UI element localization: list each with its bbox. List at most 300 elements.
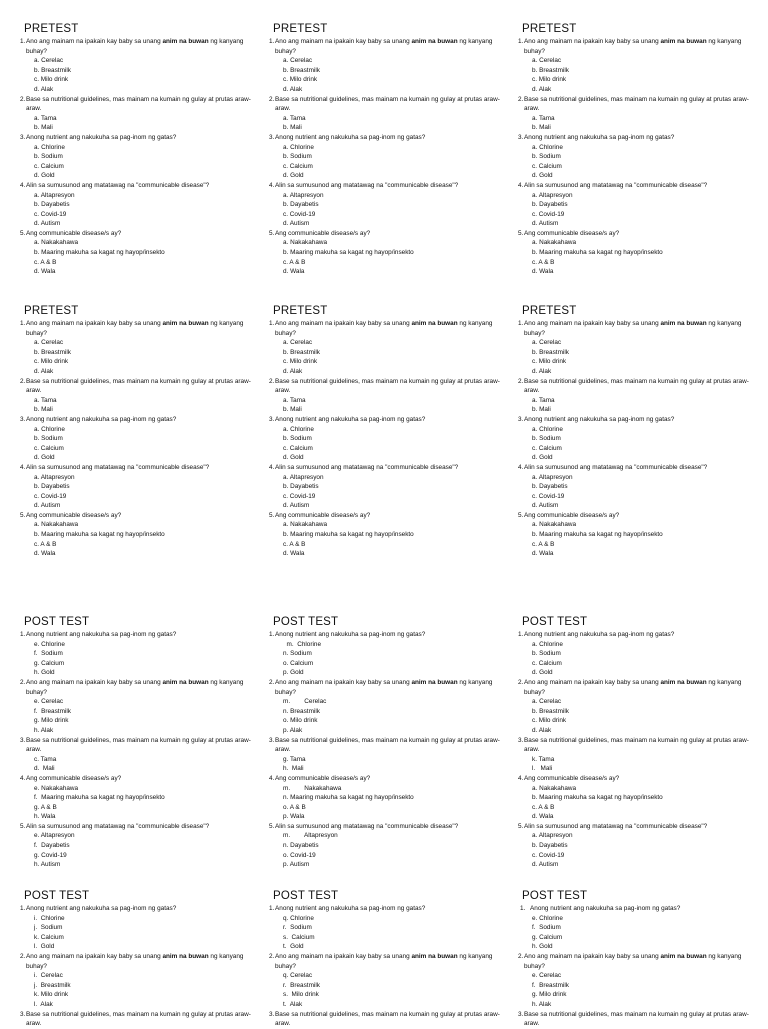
- question-text: [26, 377, 255, 396]
- question: [20, 736, 255, 774]
- answer-option: m. Cerelac: [283, 698, 327, 706]
- question-number: 4.: [269, 181, 275, 189]
- answer-option: o. A & B: [283, 803, 306, 811]
- question-text: [524, 133, 753, 143]
- question-number: 4.: [518, 774, 524, 782]
- question-number: 1.: [20, 38, 26, 45]
- question-text-part: Ano ang mainam na ipakain kay baby sa unang: [275, 678, 412, 686]
- question-text: [26, 319, 255, 338]
- question: [269, 415, 504, 463]
- answer-option: a. Tama: [34, 396, 57, 404]
- answer-option: t. Alak: [283, 1000, 303, 1008]
- question: [518, 511, 753, 559]
- question: [518, 736, 753, 774]
- answer-option: d. Autism: [34, 502, 61, 510]
- answer-option: d. Wala: [34, 268, 56, 276]
- answer-option: p. Autism: [283, 861, 310, 869]
- answer-option: p. Wala: [283, 813, 305, 821]
- answer-option: h. Mali: [283, 765, 304, 773]
- answer-option: a. Altapresyon: [532, 832, 573, 840]
- answer-option: a. Chlorine: [34, 425, 65, 433]
- test-block: [269, 304, 504, 559]
- answer-option: b. Mali: [532, 124, 551, 132]
- question-text: [26, 463, 255, 473]
- question-text: [524, 377, 753, 396]
- test-title: PRETEST: [24, 305, 79, 317]
- question-emphasis: anim na buwan: [660, 38, 707, 45]
- test-block: [269, 889, 504, 1029]
- question-text-part: Ano ang mainam na ipakain kay baby sa unang: [524, 678, 661, 686]
- question-number: 4.: [20, 774, 26, 782]
- answer-option: g. Milo drink: [34, 717, 69, 725]
- question-number: 4.: [20, 463, 26, 471]
- answer-option: o. Covid-19: [283, 851, 316, 859]
- question-text: [26, 133, 255, 143]
- question-text-part: ng kanyang buhay?: [26, 38, 244, 55]
- question-text: [275, 415, 504, 425]
- question-text-part: Anong nutrient ang nakukuha sa pag-inom ng gatas?: [26, 631, 177, 638]
- answer-option: k. Calcium: [34, 933, 64, 941]
- question-text: [524, 774, 753, 784]
- question-text-part: ng kanyang buhay?: [524, 678, 742, 696]
- question-text-part: Ang communicable disease/s ay?: [275, 774, 371, 782]
- question: [20, 229, 255, 277]
- answer-option: b. Sodium: [34, 153, 63, 161]
- question-emphasis: anim na buwan: [162, 38, 209, 45]
- answer-option: c. Milo drink: [283, 358, 318, 366]
- answer-option: b. Dayabetis: [532, 201, 568, 209]
- question-number: 4.: [518, 181, 524, 189]
- question-text: [26, 904, 255, 914]
- answer-option: c. Covid-19: [283, 492, 316, 500]
- answer-option: g. Calcium: [532, 933, 563, 941]
- test-block: [269, 615, 504, 870]
- answer-option: c. Covid-19: [34, 210, 67, 218]
- question: [20, 822, 255, 870]
- answer-option: d. Gold: [283, 172, 304, 180]
- question-text: [524, 952, 753, 971]
- question: [20, 319, 255, 377]
- question-text-part: Anong nutrient ang nakukuha sa pag-inom ng gatas?: [530, 905, 681, 912]
- answer-option: h. Autism: [34, 861, 61, 869]
- test-title: PRETEST: [522, 305, 577, 317]
- answer-option: c. Calcium: [532, 162, 562, 170]
- answer-option: b. Sodium: [532, 650, 561, 658]
- answer-option: a. Tama: [532, 114, 555, 122]
- question-number: 3.: [269, 415, 275, 423]
- answer-option: d. Autism: [283, 220, 310, 228]
- answer-option: a. Nakakahawa: [283, 239, 328, 247]
- question-emphasis: anim na buwan: [660, 320, 707, 327]
- question-text: [275, 904, 504, 914]
- answer-option: a. Chlorine: [532, 425, 563, 433]
- answer-option: m. Altapresyon: [283, 832, 338, 840]
- answer-option: d. Gold: [34, 172, 55, 180]
- question: [20, 904, 255, 952]
- question-text: [524, 1010, 753, 1029]
- answer-option: c. Covid-19: [532, 492, 565, 500]
- question-number: 4.: [518, 463, 524, 471]
- answer-option: g. Covid-19: [34, 851, 67, 859]
- question: [269, 736, 504, 774]
- answer-option: a. Nakakahawa: [283, 521, 328, 529]
- answer-option: a. Nakakahawa: [532, 239, 577, 247]
- answer-option: b. Sodium: [34, 435, 63, 443]
- question-text-part: Ano ang mainam na ipakain kay baby sa unang: [26, 952, 163, 960]
- answer-option: d. Gold: [532, 454, 553, 462]
- question: [518, 904, 753, 952]
- question: [269, 511, 504, 559]
- answer-option: e. Chlorine: [532, 914, 563, 922]
- question-text-part: Ano ang mainam na ipakain kay baby sa unang: [26, 678, 163, 686]
- question-number: 1.: [269, 320, 275, 327]
- answer-option: d. Wala: [532, 268, 554, 276]
- question: [20, 181, 255, 229]
- question-text: [275, 774, 504, 784]
- answer-option: g. Tama: [283, 755, 306, 763]
- question-number: 3.: [269, 1010, 275, 1018]
- answer-option: m. Nakakahawa: [283, 784, 342, 792]
- answer-option: a. Altapresyon: [34, 473, 75, 481]
- question-text: [275, 319, 504, 338]
- question-text: [524, 904, 753, 914]
- question-text: [275, 133, 504, 143]
- question-number: 3.: [20, 736, 26, 744]
- question-text-part: Anong nutrient ang nakukuha sa pag-inom ng gatas?: [275, 905, 426, 912]
- question-number: 3.: [518, 736, 524, 744]
- question-number: 1.: [518, 320, 524, 327]
- question: [20, 95, 255, 133]
- answer-option: a. Chlorine: [283, 143, 314, 151]
- answer-option: a. Tama: [34, 114, 57, 122]
- answer-option: c. Covid-19: [34, 492, 67, 500]
- question-number: 2.: [518, 95, 524, 103]
- question-text-part: Ano ang mainam na ipakain kay baby sa unang: [524, 320, 661, 327]
- answer-option: c. Calcium: [34, 162, 64, 170]
- answer-option: j. Breastmilk: [34, 981, 71, 989]
- answer-option: b. Dayabetis: [34, 483, 70, 491]
- question: [518, 774, 753, 822]
- question: [518, 229, 753, 277]
- test-block: [518, 304, 753, 559]
- answer-option: l. Alak: [34, 1000, 53, 1008]
- question-number: 3.: [269, 133, 275, 141]
- answer-option: e. Cerelac: [34, 698, 64, 706]
- question-text-part: Ano ang mainam na ipakain kay baby sa unang: [26, 320, 163, 327]
- answer-option: c. A & B: [283, 258, 306, 266]
- question-text: [26, 95, 255, 114]
- question-text-part: ng kanyang buhay?: [26, 678, 244, 696]
- answer-option: b. Sodium: [283, 435, 312, 443]
- answer-option: b. Maaring makuha sa kagat ng hayop/insekto: [34, 531, 165, 539]
- answer-option: d. Alak: [532, 85, 552, 93]
- question-number: 5.: [269, 229, 275, 237]
- question-text: [524, 229, 753, 239]
- answer-option: b. Sodium: [532, 153, 561, 161]
- answer-option: c. A & B: [34, 258, 57, 266]
- answer-option: a. Nakakahawa: [34, 239, 79, 247]
- question-text: [524, 822, 753, 832]
- answer-option: a. Altapresyon: [532, 473, 573, 481]
- answer-option: d. Wala: [34, 550, 56, 558]
- question-number: 4.: [269, 463, 275, 471]
- question-text-part: ng kanyang buhay?: [524, 320, 742, 337]
- question-number: 3.: [518, 133, 524, 141]
- answer-option: f. Sodium: [34, 650, 63, 658]
- answer-option: n. Maaring makuha sa kagat ng hayop/insekto: [283, 794, 414, 802]
- answer-option: a. Nakakahawa: [532, 521, 577, 529]
- question: [518, 678, 753, 736]
- answer-option: d. Autism: [532, 861, 559, 869]
- question-number: 3.: [518, 1010, 524, 1018]
- answer-option: c. A & B: [34, 540, 57, 548]
- question: [20, 37, 255, 95]
- question-text-part: Base sa nutritional guidelines, mas mainam na kumain ng gulay at prutas araw-araw.: [275, 736, 500, 754]
- question-text-part: Base sa nutritional guidelines, mas mainam na kumain ng gulay at prutas araw-araw.: [275, 1010, 500, 1028]
- answer-option: j. Sodium: [34, 924, 63, 932]
- question-number: 5.: [20, 511, 26, 519]
- question-text-part: Anong nutrient ang nakukuha sa pag-inom ng gatas?: [26, 133, 177, 141]
- test-block: [269, 22, 504, 277]
- answer-option: b. Mali: [532, 406, 551, 414]
- question-text-part: Anong nutrient ang nakukuha sa pag-inom ng gatas?: [26, 415, 177, 423]
- answer-option: a. Cerelac: [283, 57, 313, 65]
- answer-option: f. Sodium: [532, 924, 561, 932]
- answer-option: a. Cerelac: [283, 339, 313, 347]
- question-text: [275, 736, 504, 755]
- question: [518, 1010, 753, 1029]
- question: [269, 822, 504, 870]
- answer-option: h. Alak: [532, 1000, 552, 1008]
- question-text: [524, 95, 753, 114]
- question-text: [275, 511, 504, 521]
- question-text: [275, 1010, 504, 1029]
- answer-option: q. Chlorine: [283, 914, 314, 922]
- question: [20, 1010, 255, 1029]
- answer-option: n. Sodium: [283, 650, 312, 658]
- question-text-part: Base sa nutritional guidelines, mas mainam na kumain ng gulay at prutas araw-araw.: [26, 736, 251, 754]
- question-text: [524, 463, 753, 473]
- question-text: [26, 774, 255, 784]
- question-text-part: Base sa nutritional guidelines, mas mainam na kumain ng gulay at prutas araw-araw.: [524, 1010, 749, 1028]
- question-number: 2.: [20, 952, 26, 960]
- answer-option: d. Alak: [532, 367, 552, 375]
- answer-option: a. Chlorine: [532, 143, 563, 151]
- question-text: [275, 678, 504, 697]
- question: [20, 133, 255, 181]
- question-emphasis: anim na buwan: [660, 678, 707, 686]
- question: [518, 463, 753, 511]
- question-text-part: Ang communicable disease/s ay?: [26, 229, 122, 237]
- answer-option: g. Calcium: [34, 659, 65, 667]
- answer-option: k. Tama: [532, 755, 555, 763]
- answer-option: b. Mali: [34, 124, 53, 132]
- question-text: [26, 415, 255, 425]
- question-number: 2.: [20, 377, 26, 385]
- question-text-part: Alin sa sumusunod ang matatawag na "communicable disease"?: [26, 822, 210, 830]
- question: [518, 133, 753, 181]
- question-text-part: Alin sa sumusunod ang matatawag na "communicable disease"?: [275, 463, 459, 471]
- answer-option: g. A & B: [34, 803, 57, 811]
- question-number: 1.: [518, 38, 524, 45]
- question: [518, 95, 753, 133]
- test-block: [20, 22, 255, 277]
- question: [269, 133, 504, 181]
- answer-option: g. Milo drink: [532, 991, 567, 999]
- question-emphasis: anim na buwan: [411, 320, 458, 327]
- question-number: 4.: [20, 181, 26, 189]
- test-title: POST TEST: [273, 890, 339, 902]
- answer-option: b. Mali: [283, 406, 302, 414]
- test-block: [518, 615, 753, 870]
- answer-option: f. Breastmilk: [34, 707, 71, 715]
- question-text-part: ng kanyang buhay?: [275, 952, 493, 970]
- question-number: 1.: [269, 905, 275, 912]
- question-number: 2.: [269, 952, 275, 960]
- question-emphasis: anim na buwan: [162, 320, 209, 327]
- question: [269, 377, 504, 415]
- question-number: 2.: [518, 377, 524, 385]
- answer-option: c. Calcium: [283, 444, 313, 452]
- answer-option: a. Cerelac: [532, 57, 562, 65]
- question-text: [524, 181, 753, 191]
- test-title: POST TEST: [24, 616, 90, 628]
- question-text: [524, 678, 753, 697]
- answer-option: a. Tama: [283, 114, 306, 122]
- answer-option: a. Cerelac: [532, 339, 562, 347]
- question-number: 2.: [20, 678, 26, 686]
- answer-option: d. Alak: [34, 85, 54, 93]
- answer-option: d. Gold: [532, 669, 553, 677]
- question-text-part: Base sa nutritional guidelines, mas mainam na kumain ng gulay at prutas araw-araw.: [26, 377, 251, 395]
- test-title: POST TEST: [522, 890, 588, 902]
- question-text: [275, 181, 504, 191]
- question-text: [26, 630, 255, 640]
- answer-option: c. A & B: [532, 803, 555, 811]
- answer-option: d. Autism: [34, 220, 61, 228]
- question: [518, 319, 753, 377]
- answer-option: b. Maaring makuha sa kagat ng hayop/insekto: [34, 249, 165, 257]
- question-text-part: Alin sa sumusunod ang matatawag na "communicable disease"?: [275, 822, 459, 830]
- answer-option: a. Altapresyon: [283, 473, 324, 481]
- answer-option: a. Altapresyon: [532, 191, 573, 199]
- answer-option: s. Milo drink: [283, 991, 319, 999]
- question-number: 5.: [269, 511, 275, 519]
- answer-option: d. Wala: [283, 268, 305, 276]
- question-number: 5.: [518, 511, 524, 519]
- answer-option: c. Calcium: [283, 162, 313, 170]
- answer-option: b. Mali: [34, 406, 53, 414]
- answer-option: d. Wala: [283, 550, 305, 558]
- question-text: [275, 822, 504, 832]
- answer-option: b. Dayabetis: [532, 842, 568, 850]
- question-text-part: ng kanyang buhay?: [275, 678, 493, 696]
- question-text: [26, 736, 255, 755]
- answer-option: a. Cerelac: [34, 339, 64, 347]
- question-emphasis: anim na buwan: [411, 678, 458, 686]
- question-text-part: Anong nutrient ang nakukuha sa pag-inom ng gatas?: [275, 415, 426, 423]
- answer-option: q. Cerelac: [283, 972, 313, 980]
- answer-option: b. Breastmilk: [283, 348, 320, 356]
- question-text-part: Base sa nutritional guidelines, mas mainam na kumain ng gulay at prutas araw-araw.: [275, 377, 500, 395]
- question: [518, 377, 753, 415]
- question-text-part: Base sa nutritional guidelines, mas mainam na kumain ng gulay at prutas araw-araw.: [26, 1010, 251, 1028]
- answer-option: b. Sodium: [532, 435, 561, 443]
- question: [269, 904, 504, 952]
- question-number: 5.: [269, 822, 275, 830]
- question-text: [524, 511, 753, 521]
- question-emphasis: anim na buwan: [162, 678, 209, 686]
- question-number: 5.: [518, 822, 524, 830]
- question-text: [26, 1010, 255, 1029]
- answer-option: e. Altapresyon: [34, 832, 75, 840]
- question: [20, 415, 255, 463]
- answer-option: b. Breastmilk: [34, 348, 71, 356]
- answer-option: n. Dayabetis: [283, 842, 319, 850]
- question-text-part: ng kanyang buhay?: [26, 320, 244, 337]
- question-emphasis: anim na buwan: [162, 952, 209, 960]
- answer-option: r. Sodium: [283, 924, 312, 932]
- answer-option: c. Calcium: [34, 444, 64, 452]
- answer-option: e. Cerelac: [532, 972, 562, 980]
- question: [269, 678, 504, 736]
- answer-option: m. Chlorine: [283, 640, 322, 648]
- question-text: [275, 95, 504, 114]
- question-text-part: Base sa nutritional guidelines, mas mainam na kumain ng gulay at prutas araw-araw.: [524, 736, 749, 754]
- question-number: 1.: [269, 38, 275, 45]
- question-number: 5.: [20, 229, 26, 237]
- question-text: [524, 630, 753, 640]
- question-text: [524, 736, 753, 755]
- question-number: 2.: [20, 95, 26, 103]
- answer-option: h. Gold: [532, 943, 553, 951]
- question-text: [275, 37, 504, 56]
- answer-option: h. Gold: [34, 669, 55, 677]
- question-text: [26, 678, 255, 697]
- test-title: PRETEST: [273, 305, 328, 317]
- answer-option: f. Breastmilk: [532, 981, 569, 989]
- answer-option: d. Alak: [283, 85, 303, 93]
- answer-option: a. Chlorine: [34, 143, 65, 151]
- question-number: 3.: [20, 415, 26, 423]
- question-text-part: Anong nutrient ang nakukuha sa pag-inom ng gatas?: [524, 415, 675, 423]
- question-text-part: Alin sa sumusunod ang matatawag na "communicable disease"?: [524, 181, 708, 189]
- answer-option: a. Chlorine: [532, 640, 563, 648]
- question: [269, 952, 504, 1010]
- question-text: [26, 181, 255, 191]
- answer-option: b. Maaring makuha sa kagat ng hayop/insekto: [532, 249, 663, 257]
- answer-option: d. Gold: [532, 172, 553, 180]
- answer-option: b. Breastmilk: [532, 707, 569, 715]
- question-text-part: Anong nutrient ang nakukuha sa pag-inom ng gatas?: [275, 133, 426, 141]
- question-text: [524, 415, 753, 425]
- question: [20, 678, 255, 736]
- question-text: [275, 377, 504, 396]
- answer-option: a. Nakakahawa: [532, 784, 577, 792]
- question: [269, 319, 504, 377]
- question: [269, 181, 504, 229]
- answer-option: a. Altapresyon: [283, 191, 324, 199]
- question-text: [524, 37, 753, 56]
- question-text-part: Ano ang mainam na ipakain kay baby sa unang: [26, 38, 163, 45]
- question: [20, 774, 255, 822]
- answer-option: b. Maaring makuha sa kagat ng hayop/insekto: [283, 249, 414, 257]
- question-text-part: ng kanyang buhay?: [275, 320, 493, 337]
- question: [518, 181, 753, 229]
- answer-option: b. Dayabetis: [283, 201, 319, 209]
- question-number: 2.: [269, 95, 275, 103]
- test-title: POST TEST: [273, 616, 339, 628]
